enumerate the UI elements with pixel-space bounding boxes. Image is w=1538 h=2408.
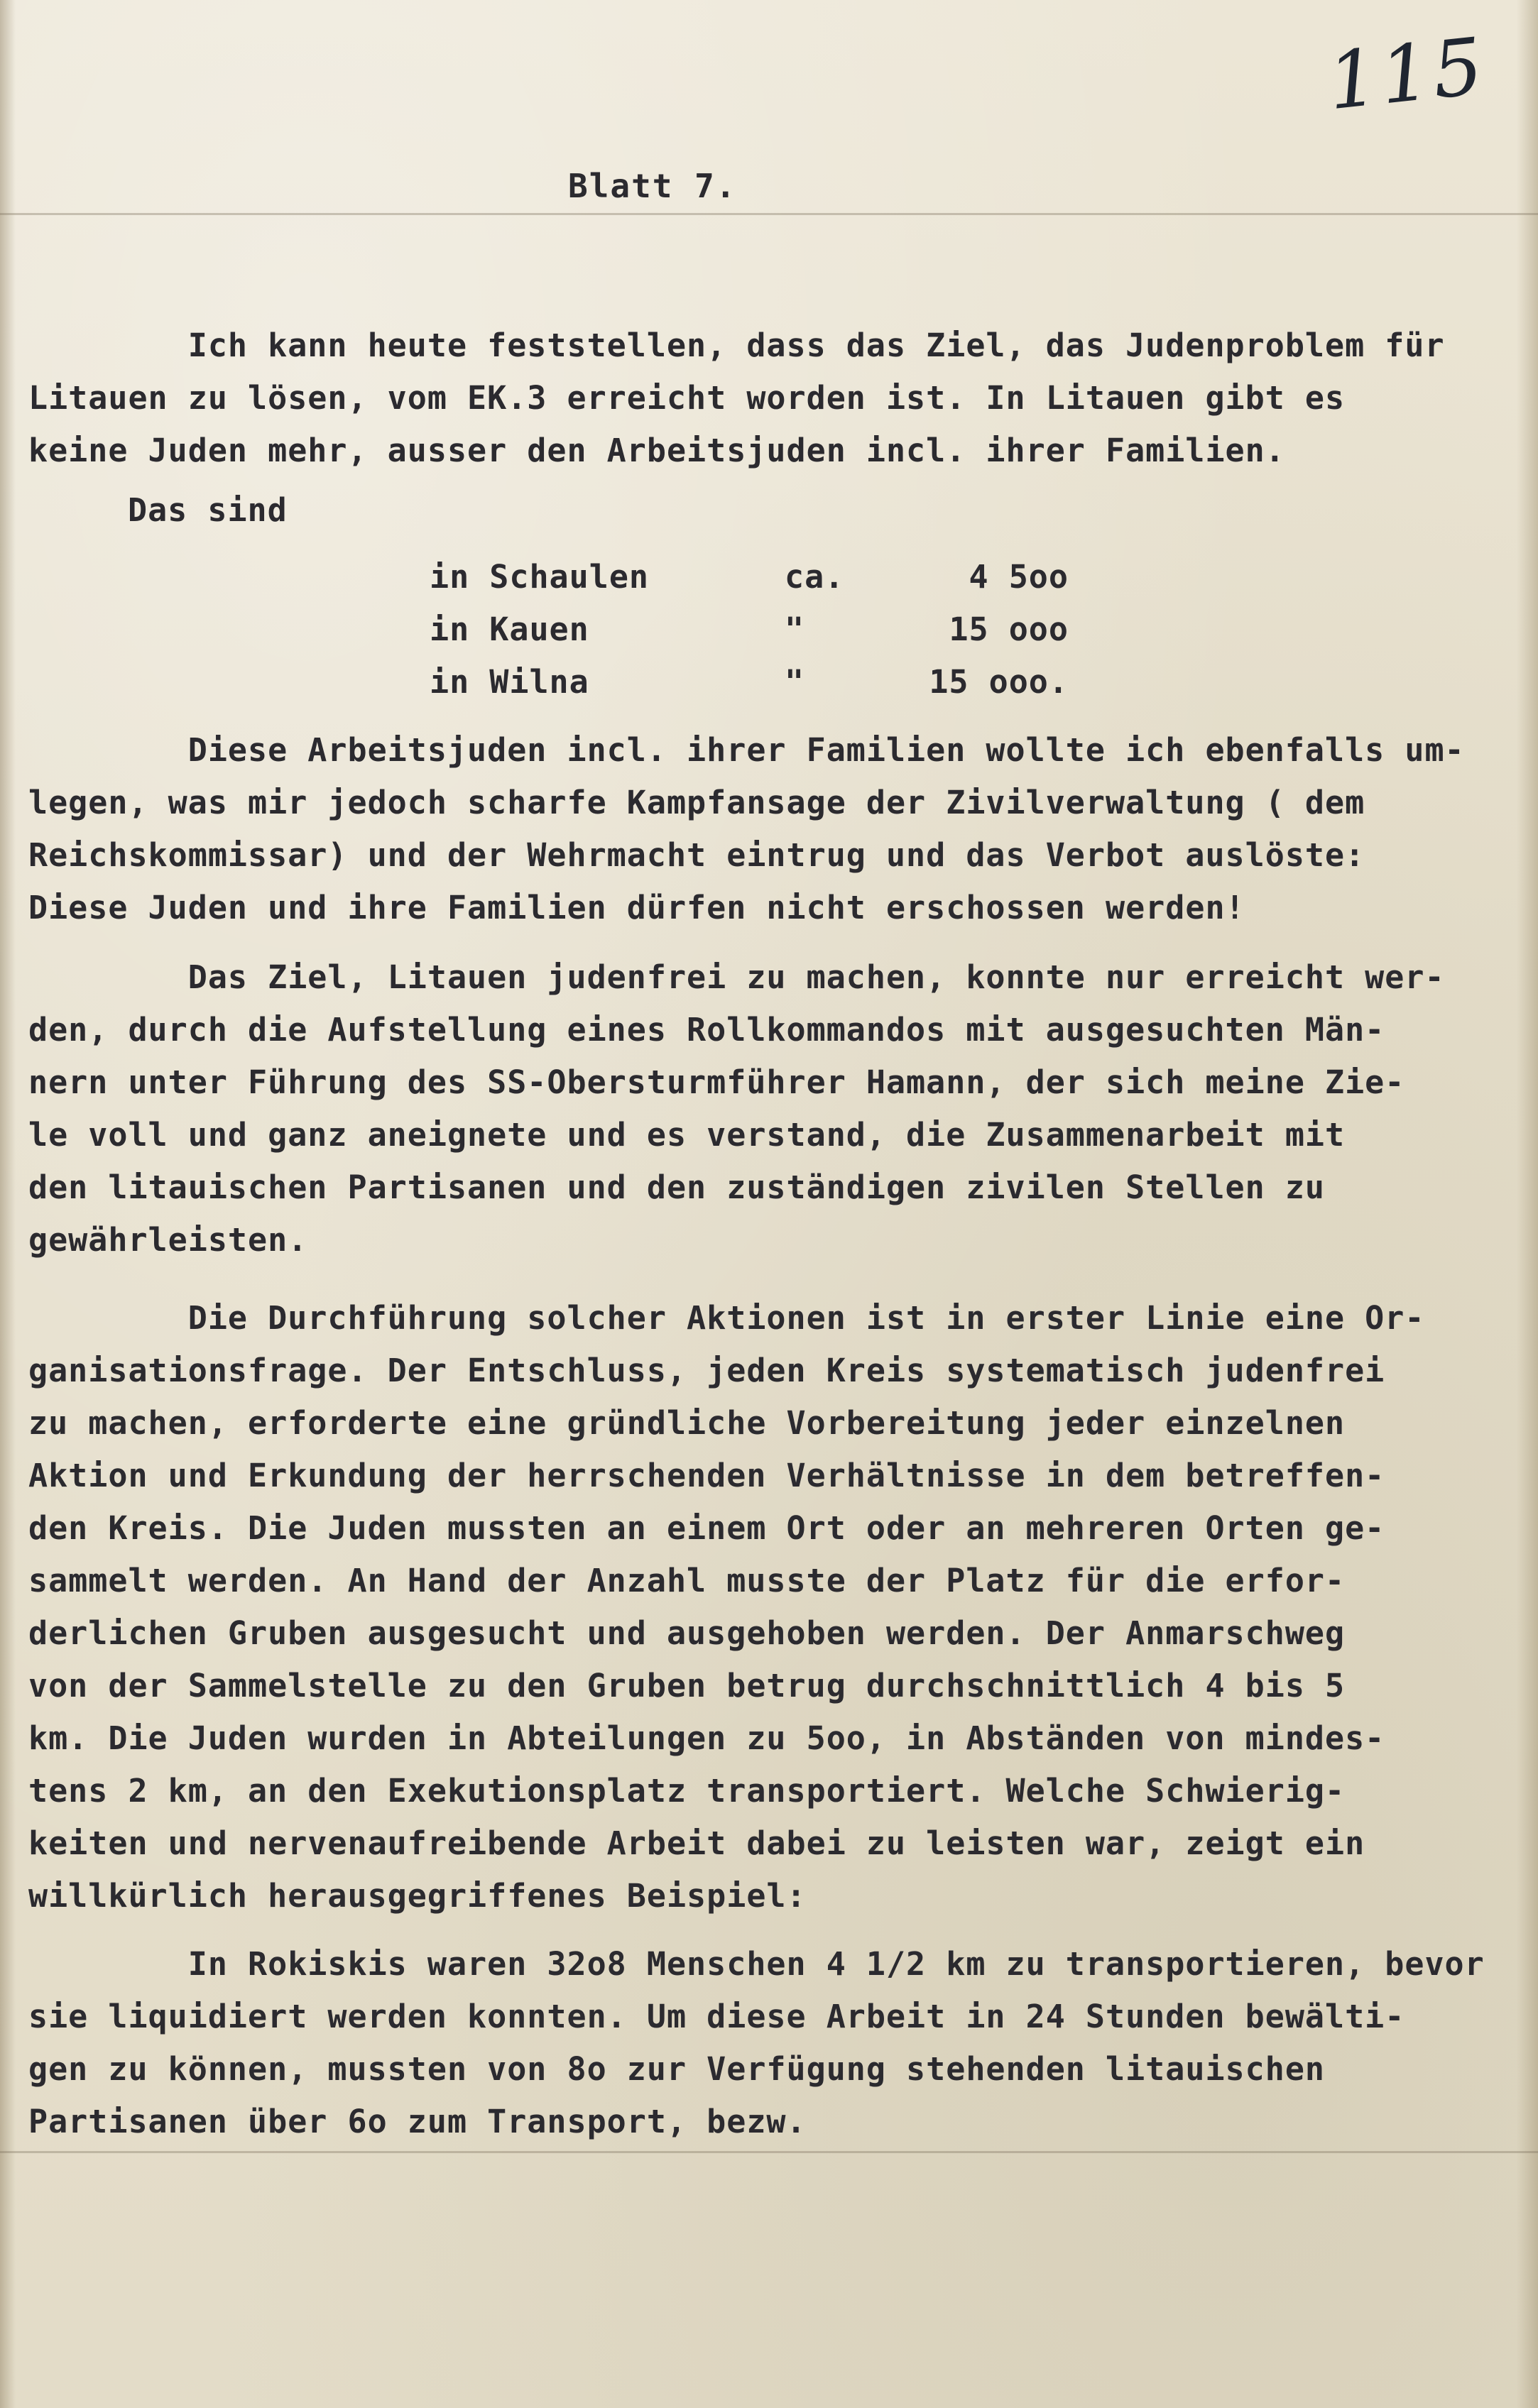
tally-place: in Kauen	[430, 610, 589, 648]
paragraph-4: Die Durchführung solcher Aktionen ist in erster Linie eine Or- ganisationsfrage. Der Entschluss, jeden Kreis systematisch judenfrei zu machen, erforderte eine gründliche Vorbereitung jeder einzelnen Aktion und Erkundung der herrschenden Verhältnisse in dem betreffen- den Kreis. Die Juden mussten an einem Ort oder an mehreren Orten ge- sammelt werden. An Hand der Anzahl musste der Platz für die erfor- derlichen Gruben ausgesucht und ausgehoben werden. Der Anmarschweg von der Sammelstelle zu den Gruben betrug durchschnittlich 4 bis 5 km. Die Juden wurden in Abteilungen zu 5oo, in Abständen von mindes- tens 2 km, an den Exekutionsplatz transportiert. Welche Schwierig- keiten und nervenaufreibende Arbeit dabei zu leisten war, zeigt ein willkürlich herausgegriffenes Beispiel:	[28, 1299, 1425, 1915]
paragraph-2: Diese Arbeitsjuden incl. ihrer Familien wollte ich ebenfalls um- legen, was mir jedoch scharfe Kampfansage der Zivilverwaltung ( dem Reichskommissar) und der Wehrmacht eintrug und das Verbot auslöste: Diese Juden und ihre Familien dürfen nicht erschossen werden!	[28, 731, 1465, 926]
tally-count: 4 5oo	[969, 557, 1069, 596]
paragraph-5: In Rokiskis waren 32o8 Menschen 4 1/2 km zu transportieren, bevor sie liquidiert werden konnten. Um diese Arbeit in 24 Stunden bewälti- gen zu können, mussten von 8o zur Verfügung stehenden litauischen Partisanen über 6o zum Transport, bezw.	[28, 1945, 1485, 2140]
tally-place: in Wilna	[430, 662, 589, 701]
tally-table	[430, 550, 1069, 708]
summary-label: Das sind	[128, 491, 288, 529]
tally-row	[430, 655, 1069, 708]
tally-mark: "	[785, 610, 805, 648]
tally-count: 15 ooo	[949, 610, 1069, 648]
tally-mark: "	[785, 662, 805, 701]
fold-line-top	[0, 213, 1538, 215]
page-edge-right	[1517, 0, 1538, 2408]
tally-row	[430, 550, 1069, 603]
sheet-title: Blatt 7.	[568, 167, 737, 205]
tally-count: 15 ooo.	[929, 662, 1069, 701]
tally-place: in Schaulen	[430, 557, 650, 596]
tally-mark: ca.	[785, 557, 845, 596]
paragraph-3: Das Ziel, Litauen judenfrei zu machen, konnte nur erreicht wer- den, durch die Aufstellung eines Rollkommandos mit ausgesuchten Män- nern unter Führung des SS-Obersturmführer Hamann, der sich meine Zie- le voll und ganz aneignete und es verstand, die Zusammenarbeit mit den litauischen Partisanen und den zuständigen zivilen Stellen zu gewährleisten.	[28, 958, 1445, 1259]
tally-row	[430, 603, 1069, 655]
handwritten-folio-number: 115	[1323, 20, 1490, 128]
fold-line-bottom	[0, 2151, 1538, 2153]
paragraph-1: Ich kann heute feststellen, dass das Ziel, das Judenproblem für Litauen zu lösen, vom EK.3 erreicht worden ist. In Litauen gibt es keine Juden mehr, ausser den Arbeitsjuden incl. ihrer Familien.	[28, 327, 1445, 469]
page-edge-left	[0, 0, 16, 2408]
